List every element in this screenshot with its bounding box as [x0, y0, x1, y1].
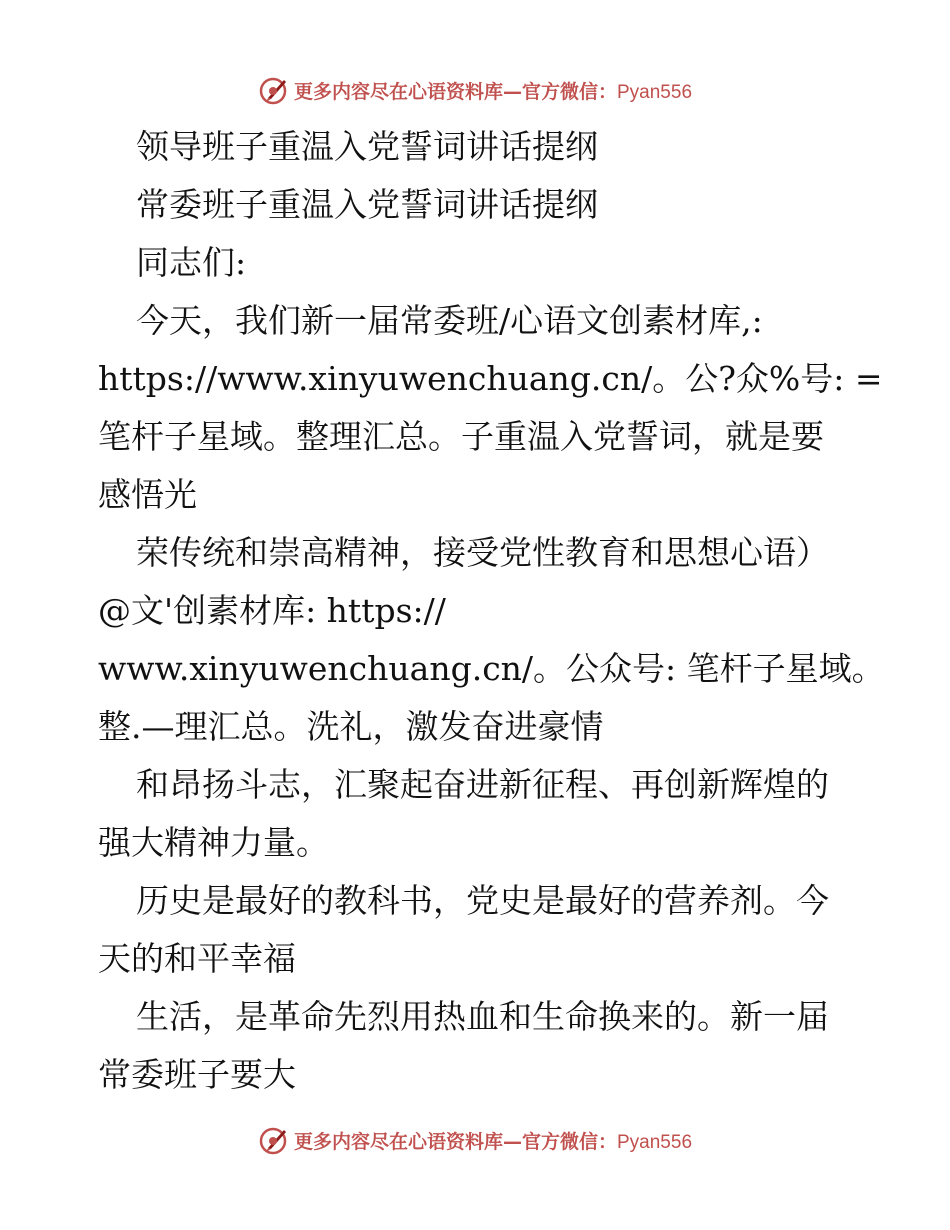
document-body	[98, 118, 885, 1104]
banner-text: 更多内容尽在心语资料库—官方微信：Pyan556	[293, 80, 693, 103]
footer-banner	[0, 1122, 950, 1158]
feather-pen-logo-icon	[258, 74, 290, 106]
banner-text: 更多内容尽在心语资料库—官方微信：Pyan556	[293, 1130, 693, 1153]
text-line: 笔杆子星域。整理汇总。子重温入党誓词，就是要	[98, 417, 824, 456]
text-line: 荣传统和崇高精神，接受党性教育和思想心语）	[136, 533, 829, 572]
text-line: 常委班子要大	[98, 1055, 296, 1094]
text-line: 历史是最好的教科书，党史是最好的营养剂。今	[136, 881, 829, 920]
text-line: 领导班子重温入党誓词讲话提纲	[136, 127, 598, 166]
header-banner	[0, 72, 950, 108]
text-line: 常委班子重温入党誓词讲话提纲	[136, 185, 598, 224]
text-line: 天的和平幸福	[98, 939, 296, 978]
text-line: 同志们:	[136, 243, 247, 282]
text-line: 生活，是革命先烈用热血和生命换来的。新一届	[136, 997, 829, 1036]
text-line: 和昂扬斗志，汇聚起奋进新征程、再创新辉煌的	[136, 765, 829, 804]
text-line: 整.—理汇总。洗礼，激发奋进豪情	[98, 707, 604, 746]
text-line: 今天，我们新一届常委班/心语文创素材库,:	[136, 301, 763, 340]
text-line: www.xinyuwenchuang.cn/。公众号: 笔杆子星域。	[98, 649, 885, 688]
text-line: 强大精神力量。	[98, 823, 329, 862]
text-line: https://www.xinyuwenchuang.cn/。公?众%号: =	[98, 359, 883, 398]
text-line: 感悟光	[98, 475, 197, 514]
feather-pen-logo-icon	[258, 1124, 290, 1156]
text-line: @文'创素材库: https://	[98, 591, 446, 630]
